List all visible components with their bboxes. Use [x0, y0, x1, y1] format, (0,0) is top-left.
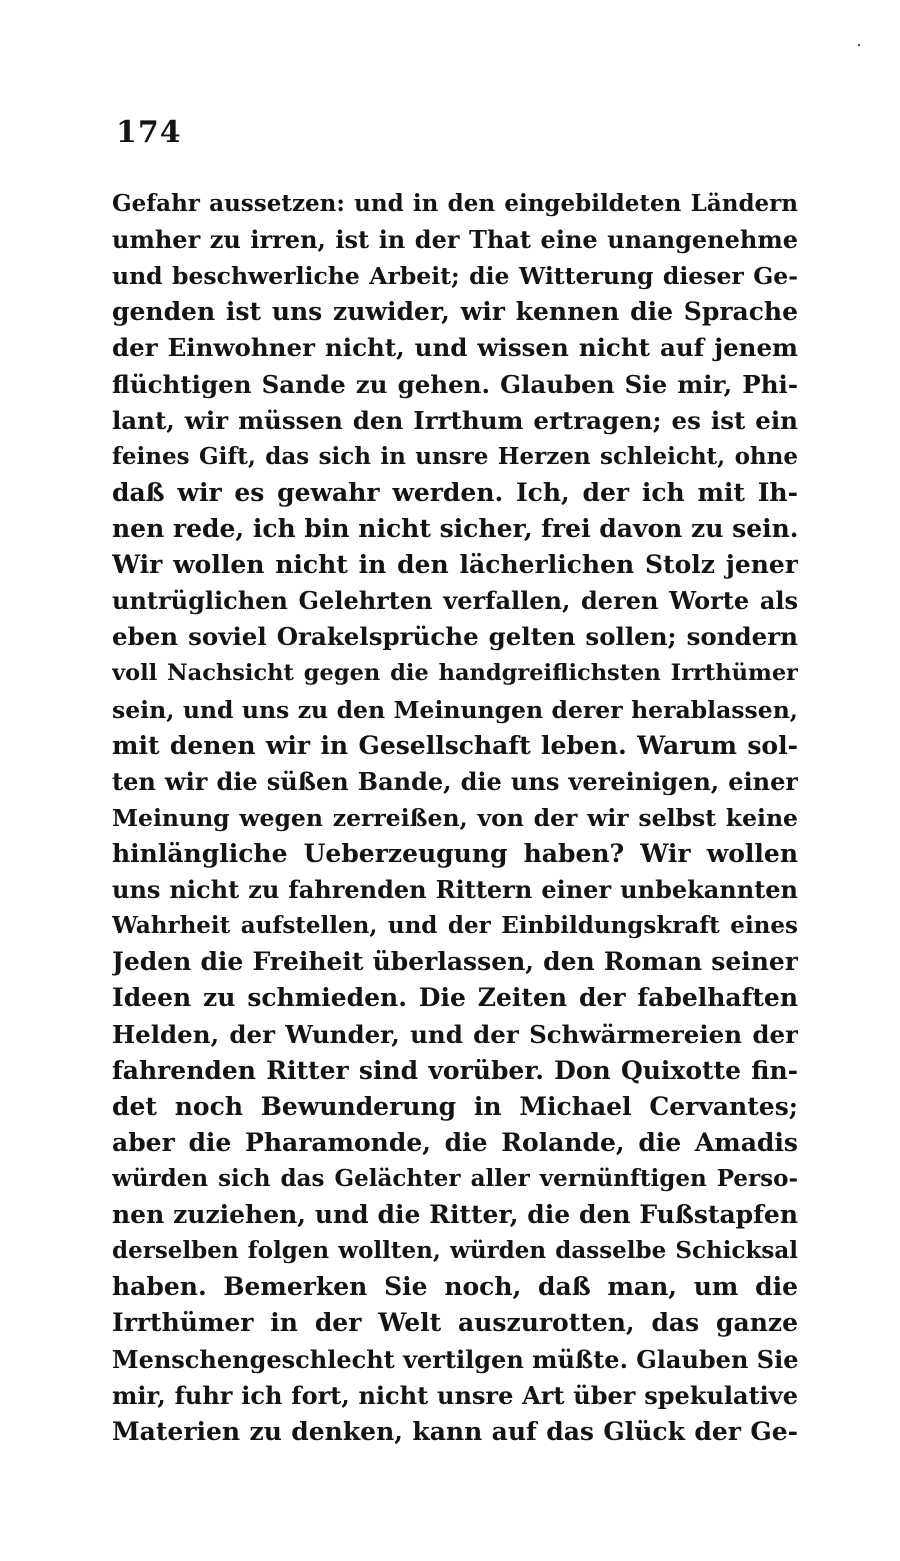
text-line: genden ist uns zuwider, wir kennen die Sprache — [112, 297, 798, 327]
text-line: Gefahr aussetzen: und in den eingebildeten Ländern — [112, 190, 798, 217]
text-line: untrüglichen Gelehrten verfallen, deren Worte als — [112, 586, 798, 616]
text-line: würden sich das Gelächter aller vernünftigen Perso- — [112, 1164, 798, 1192]
text-line: Meinung wegen zerreißen, von der wir selbst keine — [112, 803, 798, 832]
text-line: fahrenden Ritter sind vorüber. Don Quixotte fin- — [112, 1055, 798, 1085]
page-number: 174 — [116, 115, 182, 150]
text-line: Ideen zu schmieden. Die Zeiten der fabelhaften — [112, 983, 798, 1013]
text-line: det noch Bewunderung in Michael Cervantes; — [112, 1091, 798, 1121]
text-line: Helden, der Wunder, und der Schwärmereien der — [112, 1019, 798, 1049]
text-line: mit denen wir in Gesellschaft leben. Warum sol- — [112, 730, 798, 760]
text-line: mir, fuhr ich fort, nicht unsre Art über spekulative — [112, 1380, 798, 1410]
text-line: nen zuziehen, und die Ritter, die den Fußstapfen — [112, 1200, 798, 1230]
text-line: Jeden die Freiheit überlassen, den Roman seiner — [112, 947, 798, 977]
text-line: Wir wollen nicht in den lächerlichen Stolz jener — [112, 550, 798, 580]
text-line: flüchtigen Sande zu gehen. Glauben Sie mir, Phi- — [112, 369, 798, 399]
text-line: sein, und uns zu den Meinungen derer herablassen, — [112, 695, 798, 724]
text-line: der Einwohner nicht, und wissen nicht auf jenem — [112, 333, 798, 363]
text-line: haben. Bemerken Sie noch, daß man, um die — [112, 1272, 798, 1302]
text-line: uns nicht zu fahrenden Rittern einer unbekannten — [112, 875, 798, 905]
text-line: nen rede, ich bin nicht sicher, frei davon zu sein. — [112, 513, 798, 543]
text-line: voll Nachsicht gegen die handgreiflichsten Irrthümer — [112, 660, 798, 687]
text-line: aber die Pharamonde, die Rolande, die Amadis — [112, 1127, 798, 1157]
text-line: Materien zu denken, kann auf das Glück der Ge- — [112, 1416, 798, 1446]
body-text — [112, 186, 798, 1450]
text-line: daß wir es gewahr werden. Ich, der ich mit Ih- — [112, 477, 798, 507]
text-line: Wahrheit aufstellen, und der Einbildungskraft eines — [112, 912, 798, 940]
text-line: und beschwerliche Arbeit; die Witterung dieser Ge- — [112, 262, 798, 291]
text-line: eben soviel Orakelsprüche gelten sollen; sondern — [112, 622, 798, 652]
text-line: Irrthümer in der Welt auszurotten, das ganze — [112, 1308, 798, 1338]
text-line: umher zu irren, ist in der That eine unangenehme — [112, 225, 798, 255]
text-line: derselben folgen wollten, würden dasselbe Schicksal — [112, 1237, 798, 1265]
text-line: Menschengeschlecht vertilgen müßte. Glauben Sie — [112, 1344, 798, 1374]
text-line: ten wir die süßen Bande, die uns vereinigen, einer — [112, 766, 798, 796]
text-line: hinlängliche Ueberzeugung haben? Wir wollen — [112, 838, 798, 868]
margin-speck — [858, 44, 860, 46]
text-line: feines Gift, das sich in unsre Herzen schleicht, ohne — [112, 442, 798, 470]
text-line: lant, wir müssen den Irrthum ertragen; es ist ein — [112, 405, 798, 435]
